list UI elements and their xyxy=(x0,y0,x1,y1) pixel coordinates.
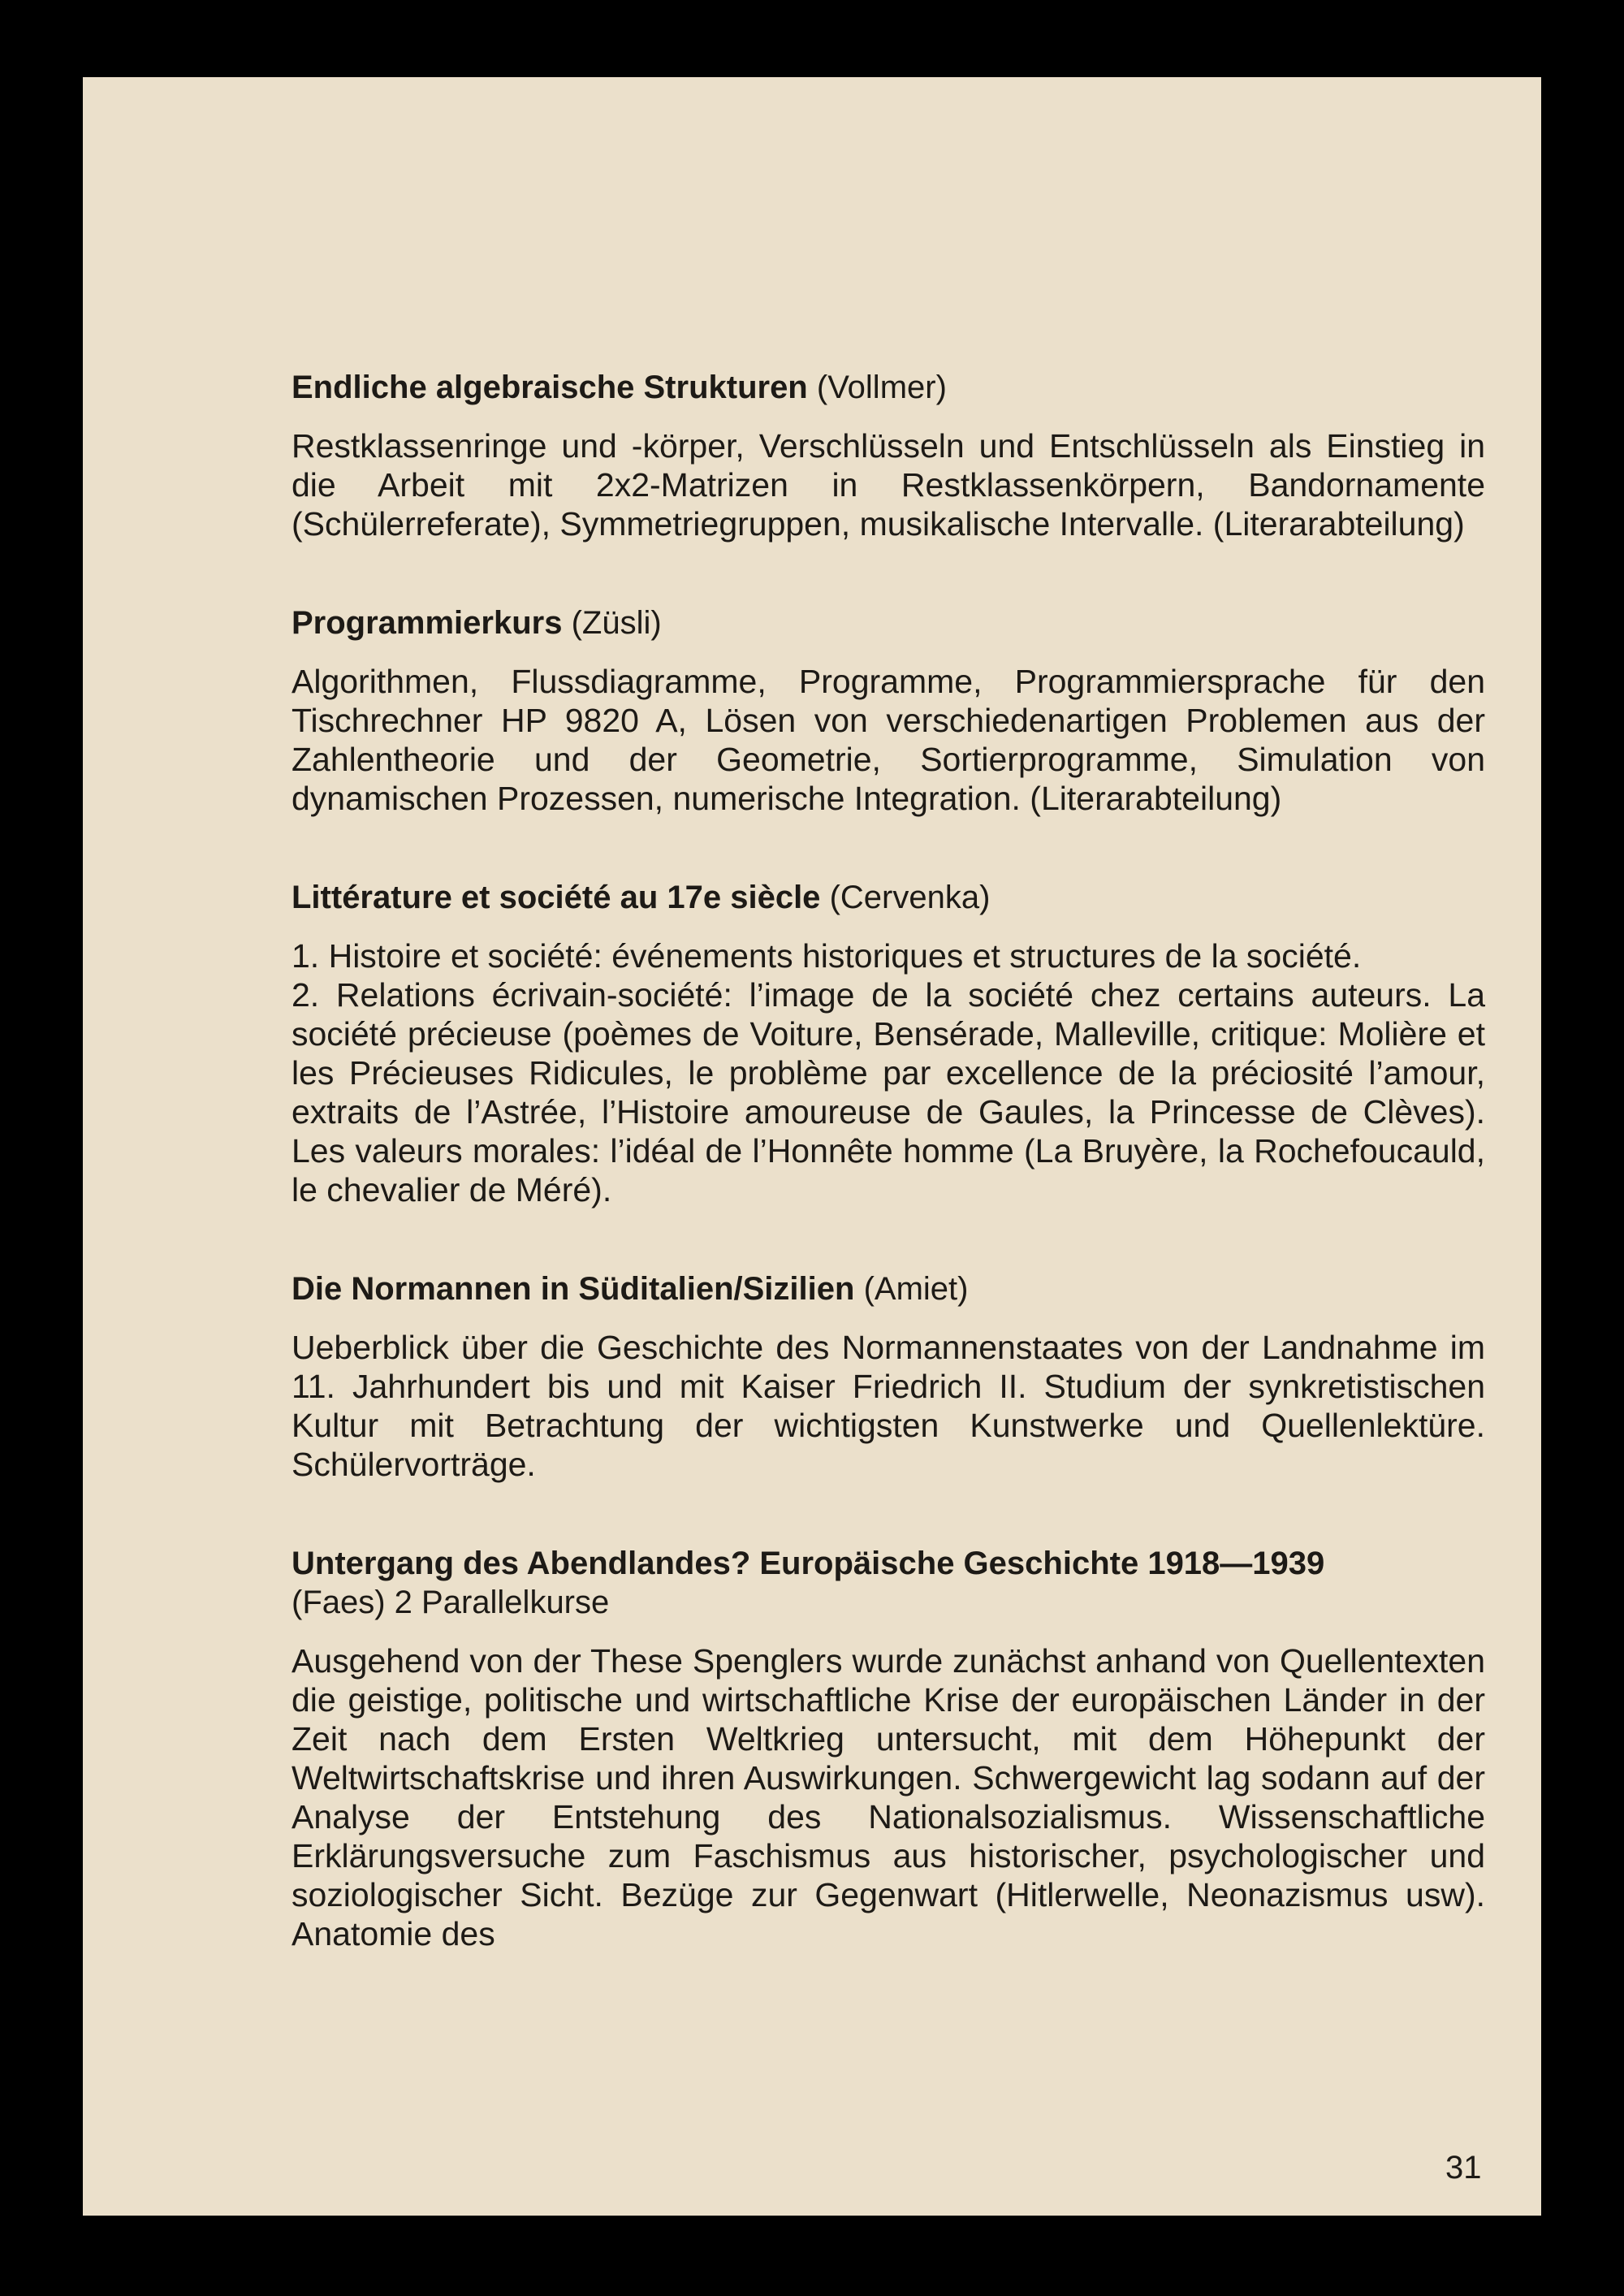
section-paragraph: Ueberblick über die Geschichte des Normannenstaates von der Landnahme im 11. Jahrhundert bis und mit Kaiser Friedrich II. Studium der synkretistischen Kultur mit Betrachtung der wichtigsten Kunstwerke und Quellenlektüre. Schülervorträge. xyxy=(292,1329,1485,1483)
section-author: (Cervenka) xyxy=(829,880,991,915)
page-content xyxy=(292,368,1485,1953)
section-author: (Züsli) xyxy=(571,605,662,641)
section-paragraph: Restklassenringe und -körper, Verschlüsseln und Entschlüsseln als Einstieg in die Arbeit mit 2x2-Matrizen in Restklassenkörpern, Bandornamente (Schülerreferate), Symmetriegruppen, musikalische Intervalle. (Literarabteilung) xyxy=(292,427,1485,543)
section-algebra xyxy=(292,368,1485,543)
section-litterature xyxy=(292,878,1485,1209)
section-paragraph: Algorithmen, Flussdiagramme, Programme, Programmiersprache für den Tischrechner HP 9820 A, Lösen von verschiedenartigen Problemen aus der Zahlentheorie und der Geometrie, Sortierprogramme, Simulation von dynamischen Prozessen, numerische Integration. (Literarabteilung) xyxy=(292,663,1485,817)
section-title: Die Normannen in Süditalien/Sizilien xyxy=(292,1271,855,1307)
section-abendland xyxy=(292,1544,1485,1953)
section-heading xyxy=(292,603,1485,642)
section-author: (Faes) 2 Parallelkurse xyxy=(292,1585,610,1620)
document-page xyxy=(83,77,1541,2216)
page-number: 31 xyxy=(1445,2150,1482,2186)
section-title: Programmierkurs xyxy=(292,605,563,641)
section-normannen xyxy=(292,1269,1485,1484)
section-title: Untergang des Abendlandes? Europäische Geschichte 1918—1939 xyxy=(292,1546,1325,1581)
section-programmierkurs xyxy=(292,603,1485,818)
section-paragraph: 2. Relations écrivain-société: l’image de la société chez certains auteurs. La société précieuse (poèmes de Voiture, Bensérade, Malleville, critique: Molière et les Précieuses Ridicules, le problème par excellence de la préciosité l’amour, extraits de l’Astrée, l’Histoire amoureuse de Gaules, la Princesse de Clèves). Les valeurs morales: l’idéal de l’Honnête homme (La Bruyère, la Rochefoucauld, le chevalier de Méré). xyxy=(292,976,1485,1209)
section-title: Endliche algebraische Strukturen xyxy=(292,370,808,405)
section-paragraph: 1. Histoire et société: événements historiques et structures de la société. xyxy=(292,937,1362,975)
section-heading xyxy=(292,1544,1485,1622)
section-heading xyxy=(292,878,1485,917)
section-author: (Vollmer) xyxy=(816,370,947,405)
section-paragraph: Ausgehend von der These Spenglers wurde zunächst anhand von Quellentexten die geistige, politische und wirtschaftliche Krise der europäischen Länder in der Zeit nach dem Ersten Weltkrieg untersucht, mit dem Höhepunkt der Weltwirtschaftskrise und ihren Auswirkungen. Schwergewicht lag sodann auf der Analyse der Entstehung des Nationalsozialismus. Wissenschaftliche Erklärungsversuche zum Faschismus aus historischer, psychologischer und soziologischer Sicht. Bezüge zur Gegenwart (Hitlerwelle, Neonazismus usw). Anatomie des xyxy=(292,1642,1485,1952)
section-author: (Amiet) xyxy=(863,1271,969,1307)
section-heading xyxy=(292,368,1485,407)
section-title: Littérature et société au 17e siècle xyxy=(292,880,821,915)
section-heading xyxy=(292,1269,1485,1308)
